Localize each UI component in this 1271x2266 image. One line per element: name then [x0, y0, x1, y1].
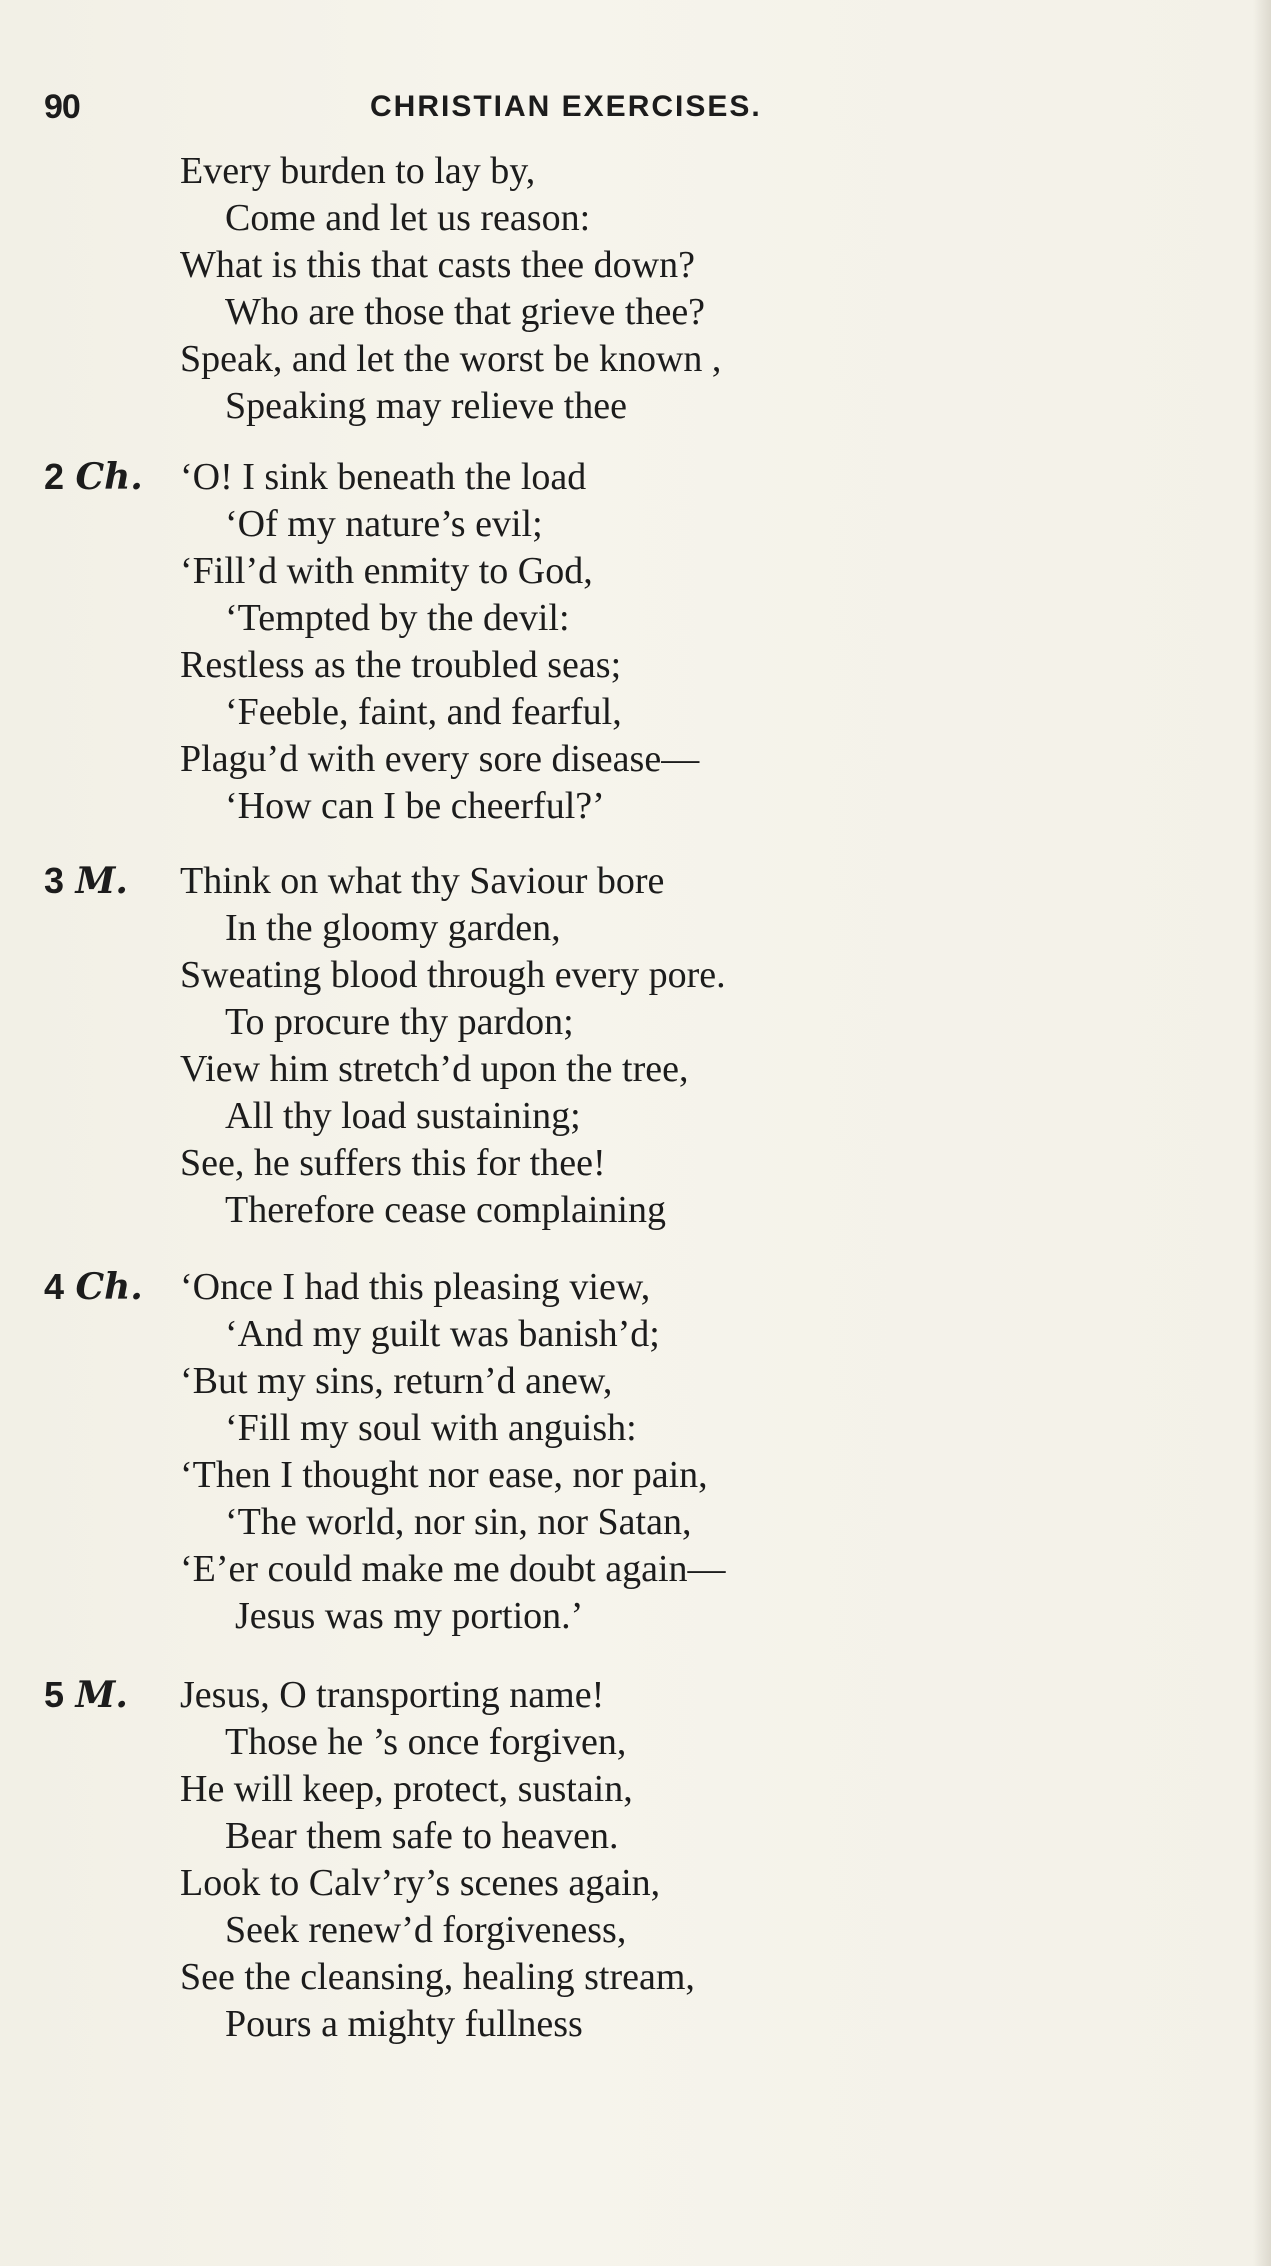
page-header — [44, 88, 1144, 138]
verse-line: Bear them safe to heaven. — [225, 1815, 619, 1857]
verse-line: All thy load sustaining; — [225, 1095, 581, 1137]
verse-line: Jesus was my portion.’ — [235, 1595, 584, 1637]
verse-line: View him stretch’d upon the tree, — [180, 1048, 689, 1090]
verse-line: ‘Once I had this pleasing view, — [180, 1266, 651, 1308]
verse-line: Look to Calv’ry’s scenes again, — [180, 1862, 661, 1904]
stanza-label — [44, 1262, 143, 1313]
stanza-number: 5 — [44, 1674, 65, 1715]
verse-line: ‘Fill’d with enmity to God, — [180, 550, 593, 592]
verse-line: ‘Tempted by the devil: — [225, 597, 570, 639]
verse-line: What is this that casts thee down? — [180, 244, 695, 286]
stanza-label — [44, 856, 128, 907]
page-edge-shadow — [1253, 0, 1271, 2266]
verse-line: ‘Fill my soul with anguish: — [225, 1407, 637, 1449]
stanza-label — [44, 1670, 128, 1721]
verse-line: See the cleansing, healing stream, — [180, 1956, 695, 1998]
verse-line: In the gloomy garden, — [225, 907, 561, 949]
voice-label: Ch. — [75, 1266, 143, 1308]
verse-line: ‘Then I thought nor ease, nor pain, — [180, 1454, 708, 1496]
verse-line: Sweating blood through every pore. — [180, 954, 726, 996]
verse-line: He will keep, protect, sustain, — [180, 1768, 633, 1810]
verse-line: Therefore cease complaining — [225, 1189, 666, 1231]
stanza-number: 3 — [44, 860, 65, 901]
voice-label: Ch. — [75, 456, 143, 498]
verse-line: Pours a mighty fullness — [225, 2003, 583, 2045]
verse-line: Restless as the troubled seas; — [180, 644, 622, 686]
stanza-number: 2 — [44, 456, 65, 497]
stanza-label — [44, 452, 143, 503]
verse-line: Speak, and let the worst be known , — [180, 338, 722, 380]
verse-line: ‘The world, nor sin, nor Satan, — [225, 1501, 692, 1543]
verse-line: Those he ’s once forgiven, — [225, 1721, 627, 1763]
verse-line: ‘Feeble, faint, and fearful, — [225, 691, 622, 733]
verse-line: See, he suffers this for thee! — [180, 1142, 606, 1184]
voice-label: M. — [75, 1674, 128, 1716]
verse-line: ‘But my sins, return’d anew, — [180, 1360, 613, 1402]
verse-line: ‘How can I be cheerful?’ — [225, 785, 605, 827]
running-title: CHRISTIAN EXERCISES. — [370, 90, 762, 123]
page-number: 90 — [44, 88, 80, 126]
stanza-number: 4 — [44, 1266, 65, 1307]
verse-line: ‘Of my nature’s evil; — [225, 503, 543, 545]
verse-line: ‘And my guilt was banish’d; — [225, 1313, 660, 1355]
verse-line: Think on what thy Saviour bore — [180, 860, 665, 902]
voice-label: M. — [75, 860, 128, 902]
verse-line: To procure thy pardon; — [225, 1001, 574, 1043]
verse-line: Every burden to lay by, — [180, 150, 536, 192]
verse-line: ‘O! I sink beneath the load — [180, 456, 587, 498]
verse-line: Plagu’d with every sore disease— — [180, 738, 700, 780]
verse-line: Who are those that grieve thee? — [225, 291, 706, 333]
verse-line: Come and let us reason: — [225, 197, 591, 239]
verse-line: ‘E’er could make me doubt again— — [180, 1548, 726, 1590]
verse-line: Seek renew’d forgiveness, — [225, 1909, 627, 1951]
verse-line: Speaking may relieve thee — [225, 385, 628, 427]
verse-line: Jesus, O transporting name! — [180, 1674, 605, 1716]
